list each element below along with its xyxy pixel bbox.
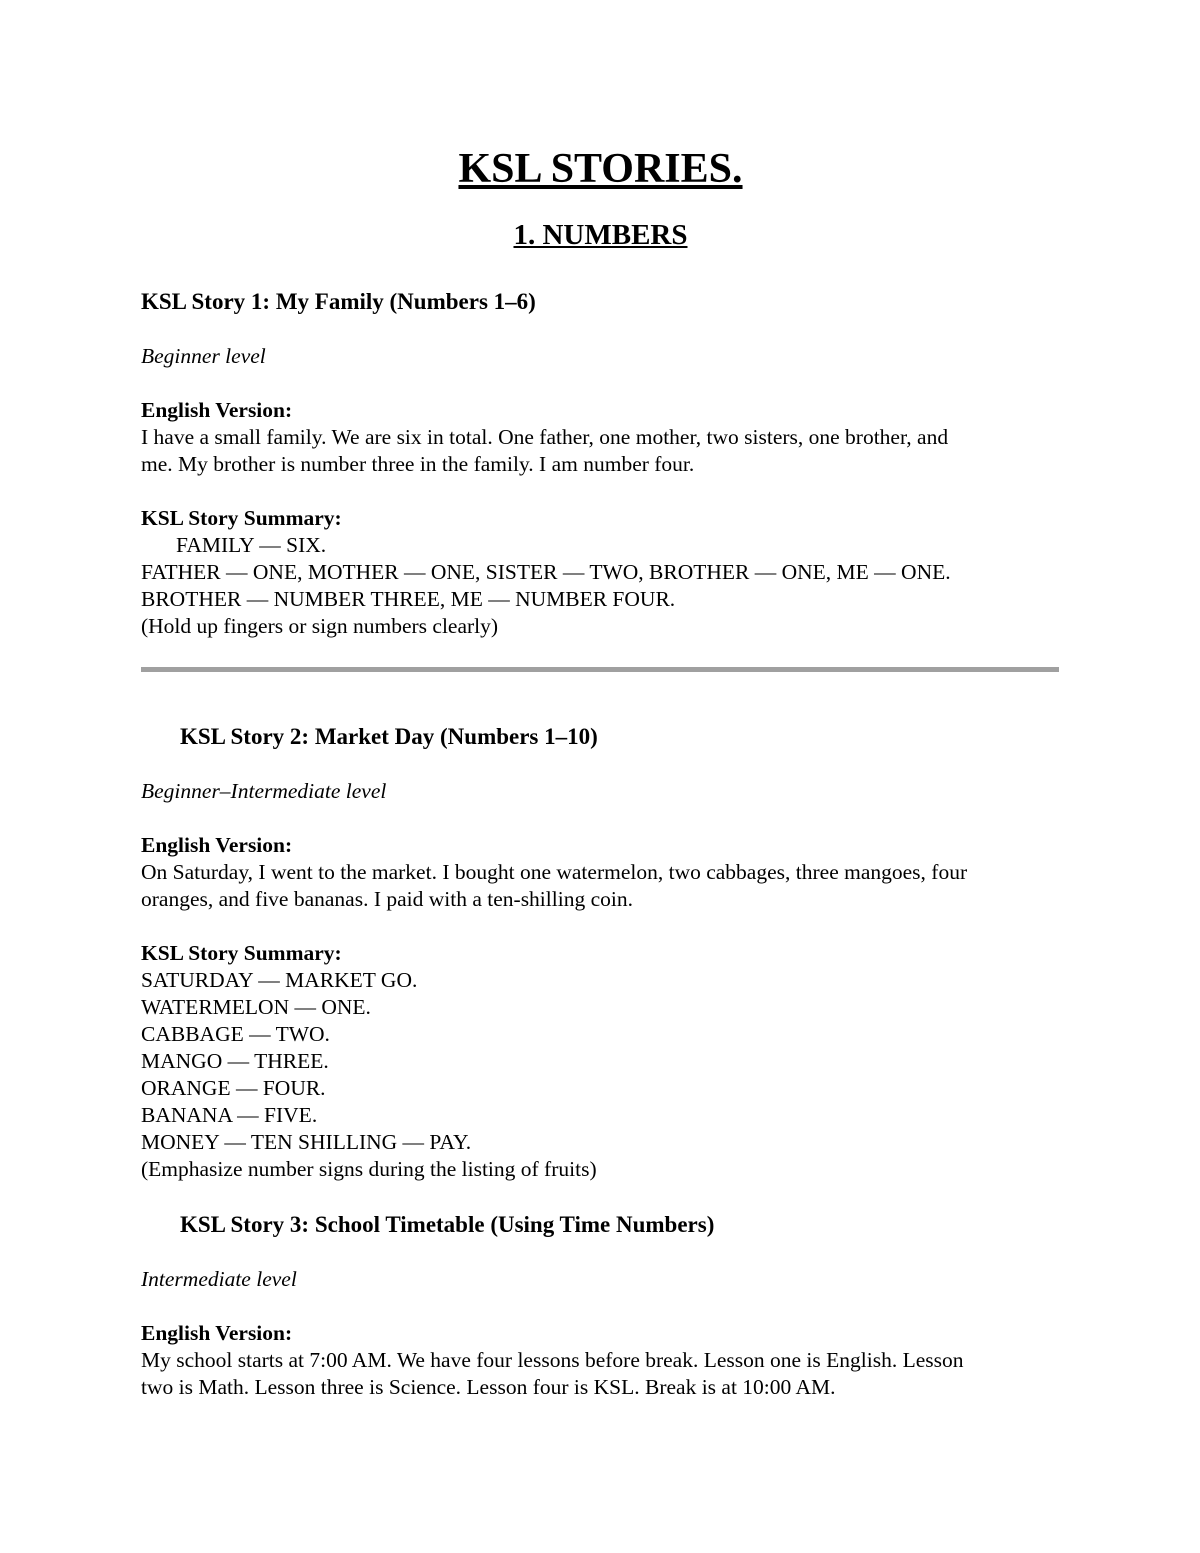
summary-line: MONEY — TEN SHILLING — PAY.: [141, 1130, 472, 1154]
section-title: 1. NUMBERS: [513, 219, 688, 251]
summary-label: KSL Story Summary:: [141, 941, 342, 965]
summary-line: SATURDAY — MARKET GO.: [141, 968, 418, 992]
english-line: me. My brother is number three in the family. I am number four.: [141, 452, 695, 476]
summary-line: BANANA — FIVE.: [141, 1103, 318, 1127]
summary-line: FATHER — ONE, MOTHER — ONE, SISTER — TWO, BROTHER — ONE, ME — ONE.: [141, 560, 951, 584]
story-2: [141, 722, 1060, 1183]
english-version-label: English Version:: [141, 1321, 293, 1345]
story-level: Intermediate level: [141, 1267, 297, 1291]
story-heading: KSL Story 1: My Family (Numbers 1–6): [141, 289, 536, 314]
summary-line: CABBAGE — TWO.: [141, 1022, 330, 1046]
story-heading: KSL Story 2: Market Day (Numbers 1–10): [180, 724, 598, 749]
english-line: oranges, and five bananas. I paid with a ten-shilling coin.: [141, 887, 633, 911]
english-line: On Saturday, I went to the market. I bought one watermelon, two cabbages, three mangoes, four: [141, 860, 968, 884]
summary-line: ORANGE — FOUR.: [141, 1076, 326, 1100]
summary-line: FAMILY — SIX.: [176, 533, 327, 557]
english-line: My school starts at 7:00 AM. We have four lessons before break. Lesson one is English. Lesson: [141, 1348, 964, 1372]
english-line: two is Math. Lesson three is Science. Lesson four is KSL. Break is at 10:00 AM.: [141, 1375, 836, 1399]
story-level: Beginner–Intermediate level: [141, 779, 387, 803]
summary-line: (Emphasize number signs during the listing of fruits): [141, 1157, 597, 1181]
horizontal-divider: [141, 667, 1059, 672]
story-3: [141, 1210, 1060, 1401]
summary-label: KSL Story Summary:: [141, 506, 342, 530]
story-1: [141, 287, 1060, 640]
english-line: I have a small family. We are six in total. One father, one mother, two sisters, one brother, and: [141, 425, 949, 449]
summary-line: WATERMELON — ONE.: [141, 995, 371, 1019]
summary-line: BROTHER — NUMBER THREE, ME — NUMBER FOUR.: [141, 587, 676, 611]
summary-line: MANGO — THREE.: [141, 1049, 329, 1073]
story-level: Beginner level: [141, 344, 266, 368]
english-version-label: English Version:: [141, 833, 293, 857]
english-version-label: English Version:: [141, 398, 293, 422]
summary-line: (Hold up fingers or sign numbers clearly): [141, 614, 499, 638]
story-heading: KSL Story 3: School Timetable (Using Time Numbers): [180, 1212, 715, 1237]
document-title: KSL STORIES.: [458, 146, 743, 192]
